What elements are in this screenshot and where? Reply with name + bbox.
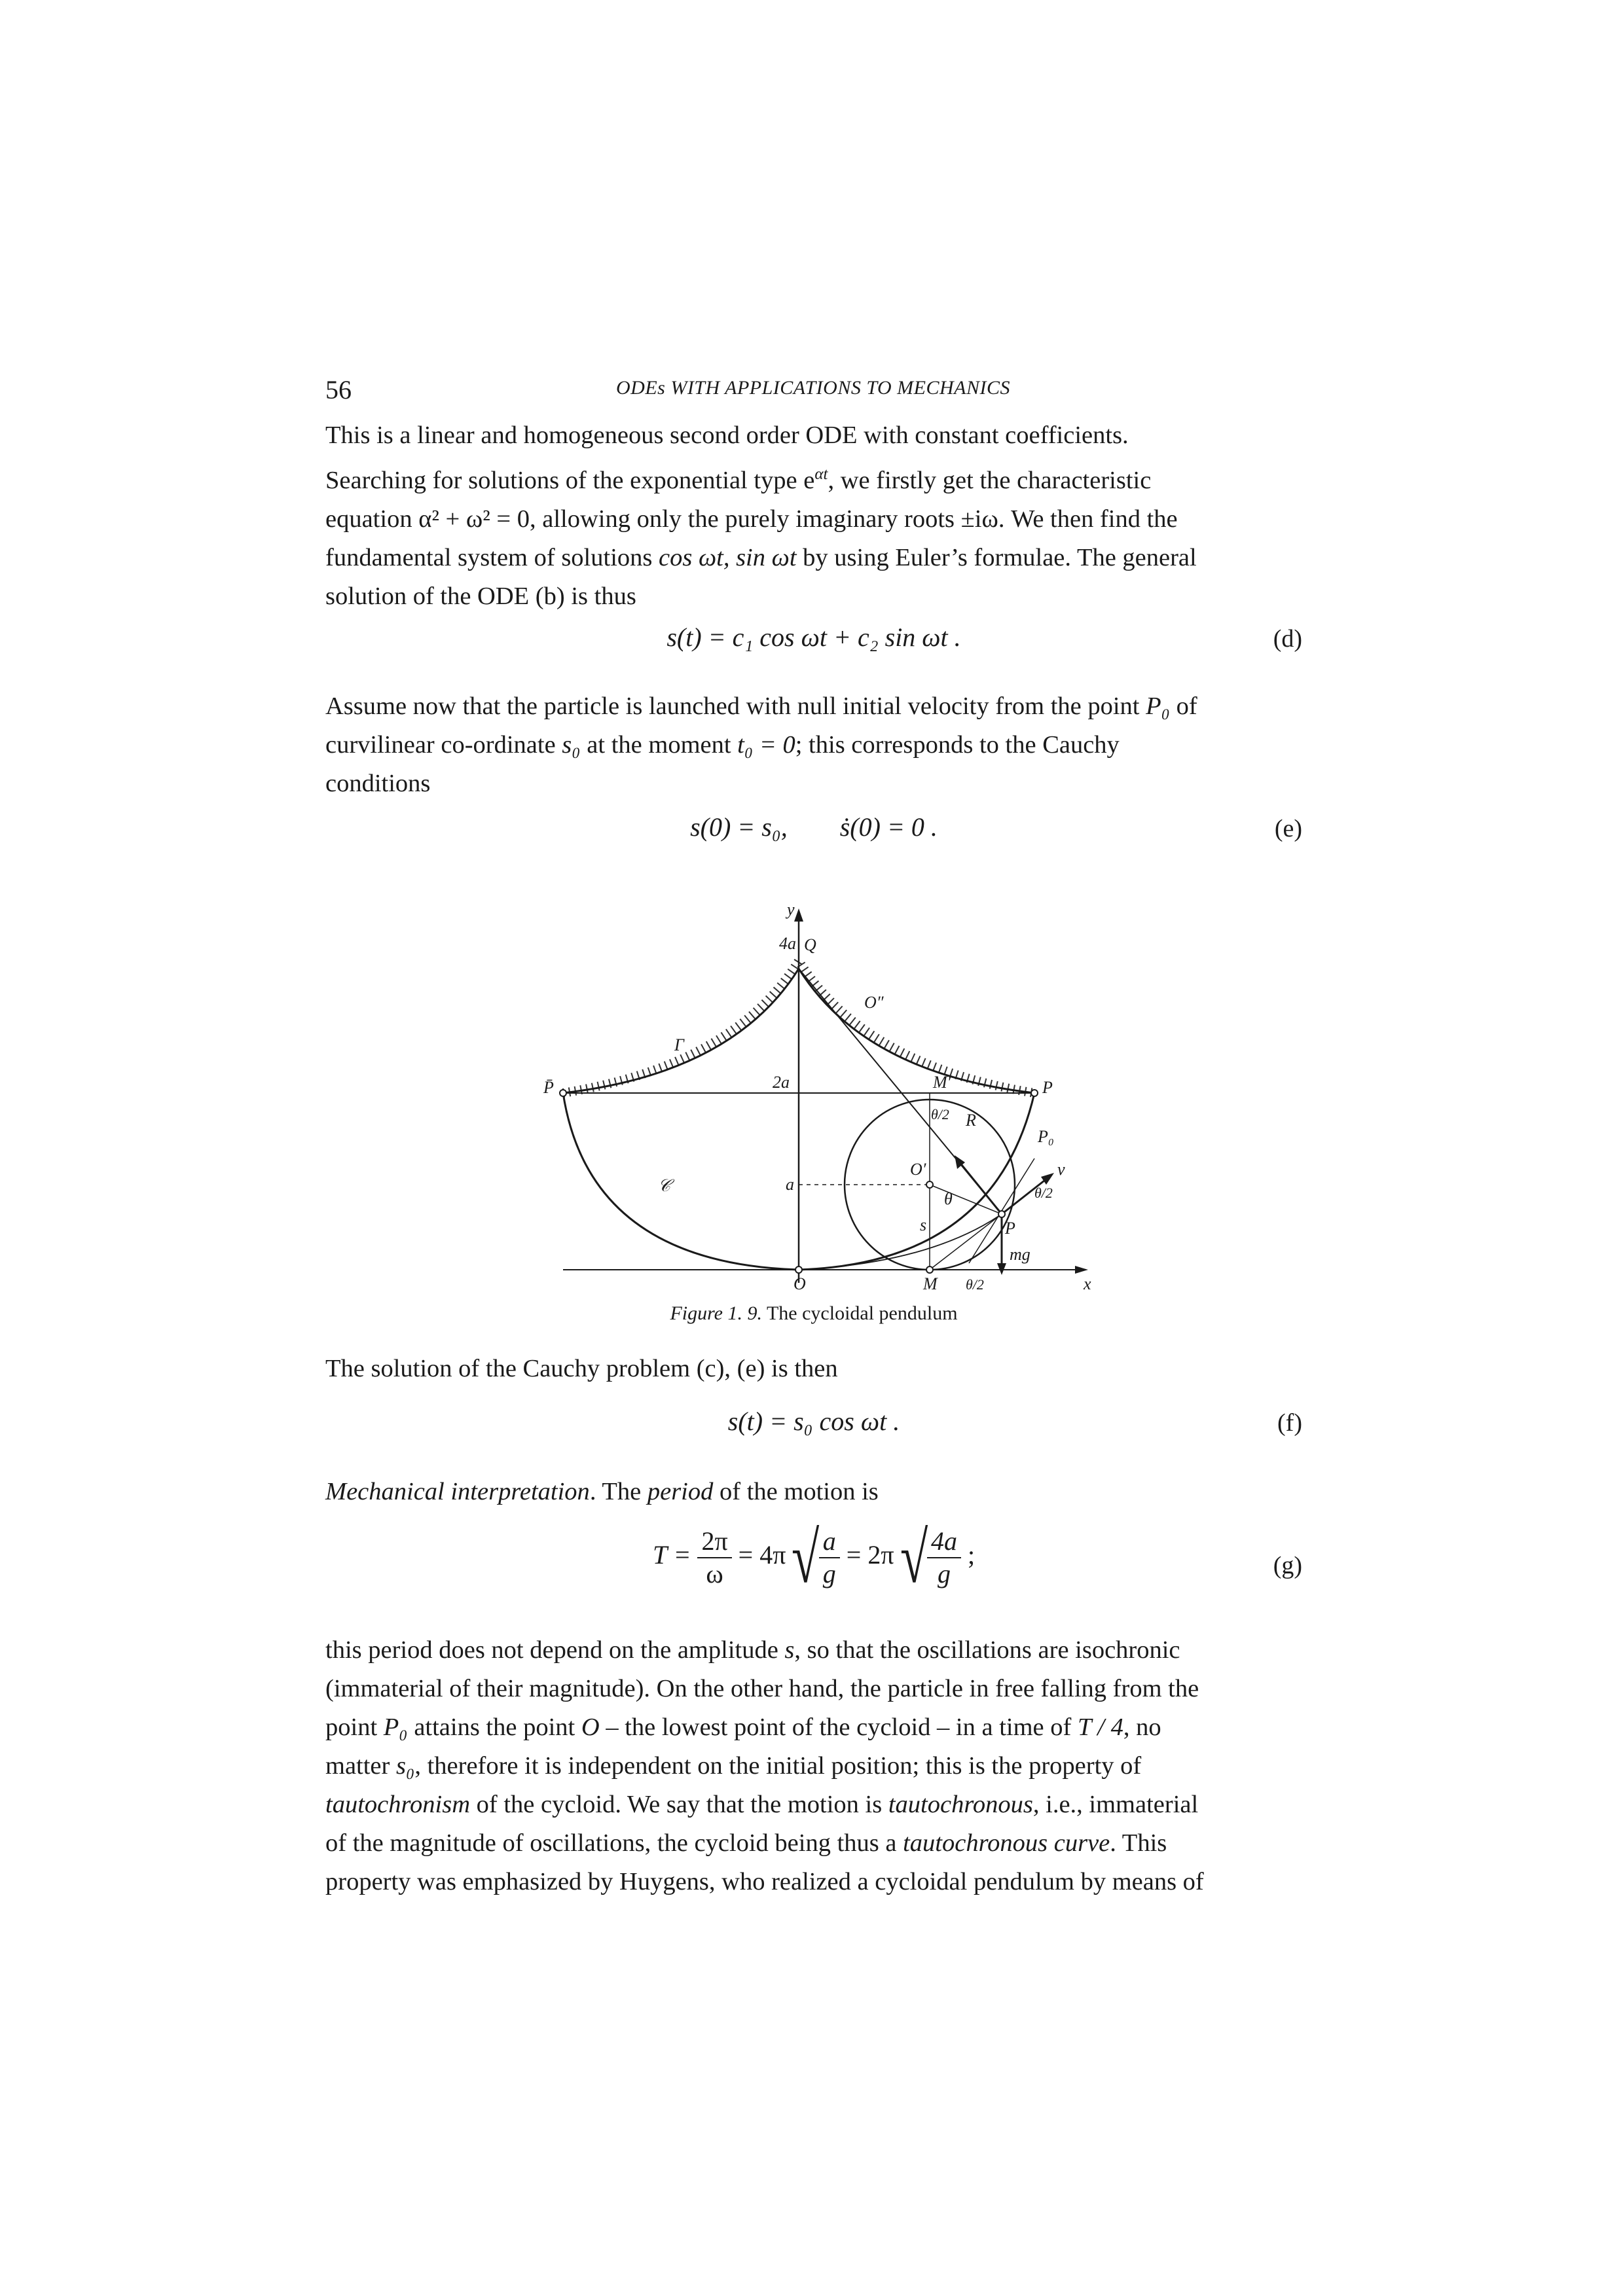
- para5-line4: matter s₀, therefore it is independent on the initial position; this is the property of: [325, 1752, 1142, 1780]
- label-p-small: P: [1005, 1219, 1015, 1238]
- equation-d-body: s(t) = c₁ cos ωt + c₂ sin ωt .: [666, 622, 961, 652]
- paragraph-2: [325, 687, 1302, 803]
- arc-s: [799, 1214, 1002, 1270]
- page-number: 56: [325, 375, 352, 404]
- point-oprime: [926, 1181, 933, 1188]
- label-m: M: [923, 1274, 938, 1293]
- equation-d: [325, 622, 1302, 668]
- para4-line1: Mechanical interpretation. The period of the motion is: [325, 1478, 879, 1505]
- label-2a: 2a: [773, 1073, 790, 1092]
- eq-g-end: ;: [967, 1540, 976, 1570]
- cycloidal-pendulum-figure: [537, 897, 1152, 1302]
- label-theta: θ: [944, 1189, 953, 1208]
- y-axis-arrow-icon: [794, 908, 803, 922]
- point-m: [926, 1266, 933, 1273]
- label-p0: P₀: [1038, 1127, 1054, 1146]
- figure-caption: [325, 1302, 1302, 1325]
- label-mg: mg: [1010, 1245, 1030, 1264]
- para1-line4: fundamental system of solutions cos ωt, sin ωt by using Euler’s formulae. The general: [325, 543, 1197, 571]
- para5-line7: property was emphasized by Huygens, who realized a cycloidal pendulum by means of: [325, 1868, 1204, 1895]
- equation-f-tag: (f): [1277, 1409, 1302, 1437]
- label-o-prime: O′: [910, 1160, 926, 1179]
- label-a: a: [786, 1175, 794, 1194]
- label-theta-half-1: θ/2: [931, 1106, 949, 1122]
- para5-line3: point P₀ attains the point O – the lowest point of the cycloid – in a time of T / 4, no: [325, 1713, 1161, 1741]
- label-s: s: [920, 1215, 927, 1234]
- para2-line2: curvilinear co-ordinate s₀ at the moment t₀ = 0; this corresponds to the Cauchy: [325, 731, 1120, 759]
- label-c: 𝒞: [658, 1176, 670, 1195]
- equation-e-body: s(0) = s₀, ṡ(0) = 0 .: [690, 812, 938, 842]
- paragraph-4: [325, 1473, 1302, 1511]
- point-p-bar: [560, 1090, 566, 1096]
- eq-g-frac2: $\frac{a}{g}$: [819, 1526, 840, 1590]
- point-p-right: [1031, 1090, 1038, 1096]
- eq-g-t: T =: [652, 1540, 691, 1570]
- sqrt-icon: √: [900, 1518, 928, 1598]
- para5-line5: tautochronism of the cycloid. We say that the motion is tautochronous, i.e., immaterial: [325, 1791, 1199, 1818]
- paragraph-1: [325, 416, 1302, 616]
- label-q: Q: [804, 935, 816, 954]
- label-gamma: Γ: [674, 1035, 684, 1054]
- equation-e: [325, 812, 1302, 857]
- equation-e-tag: (e): [1274, 815, 1302, 842]
- point-p: [998, 1211, 1005, 1217]
- label-o: O: [793, 1274, 806, 1293]
- label-m-prime: M′: [933, 1073, 951, 1092]
- label-theta-half-3: θ/2: [966, 1276, 984, 1293]
- eq-g-eq2: = 4π: [738, 1540, 786, 1570]
- para1-line5: solution of the ODE (b) is thus: [325, 582, 636, 610]
- equation-d-tag: (d): [1273, 625, 1302, 653]
- x-axis-arrow-icon: [1075, 1266, 1088, 1274]
- label-4a: 4a: [779, 934, 796, 953]
- label-p-bar: P̄: [543, 1078, 554, 1097]
- para1-line3: equation α² + ω² = 0, allowing only the purely imaginary roots ±iω. We then find the: [325, 505, 1178, 533]
- paragraph-3: [325, 1350, 1302, 1388]
- label-o-double: O″: [864, 993, 884, 1012]
- figure-svg: [537, 897, 1152, 1302]
- para3-line1: The solution of the Cauchy problem (c), (e) is then: [325, 1355, 838, 1382]
- equation-f-body: s(t) = s₀ cos ωt .: [727, 1407, 900, 1436]
- para1-line1: This is a linear and homogeneous second order ODE with constant coefficients.: [325, 422, 1129, 449]
- para2-line1: Assume now that the particle is launched with null initial velocity from the point P₀ of: [325, 692, 1197, 720]
- label-p: P: [1042, 1078, 1053, 1097]
- caption-text: The cycloidal pendulum: [762, 1302, 958, 1324]
- force-r: [959, 1162, 1002, 1214]
- label-theta-half-2: θ/2: [1034, 1185, 1053, 1201]
- para5-line1: this period does not depend on the amplitude s, so that the oscillations are isochronic: [325, 1636, 1180, 1664]
- equation-f: [325, 1406, 1302, 1452]
- caption-label: Figure 1. 9.: [670, 1302, 762, 1324]
- eq-g-frac3: $\frac{4a}{g}$: [927, 1526, 961, 1590]
- label-v: v: [1057, 1160, 1065, 1179]
- equation-g: [325, 1518, 1302, 1610]
- para2-line3: conditions: [325, 770, 431, 797]
- label-y: y: [787, 900, 795, 919]
- running-title: ODEs WITH APPLICATIONS TO MECHANICS: [616, 377, 1010, 399]
- paragraph-5: [325, 1631, 1302, 1901]
- point-o: [795, 1266, 802, 1273]
- equation-g-tag: (g): [1273, 1552, 1302, 1579]
- para5-line6: of the magnitude of oscillations, the cycloid being thus a tautochronous curve. This: [325, 1829, 1167, 1857]
- label-x: x: [1084, 1274, 1091, 1293]
- sqrt-icon: √: [792, 1518, 820, 1598]
- label-r: R: [966, 1111, 976, 1130]
- eq-g-eq3: = 2π: [846, 1540, 894, 1570]
- page-header: [325, 374, 1301, 407]
- eq-g-frac1: $\frac{2\pi}{\omega}$: [697, 1526, 731, 1590]
- para1-line2: Searching for solutions of the exponential type $e^{\alpha t}$, we firstly get the characteristic: [325, 465, 1152, 494]
- para5-line2: (immaterial of their magnitude). On the other hand, the particle in free falling from the: [325, 1675, 1199, 1702]
